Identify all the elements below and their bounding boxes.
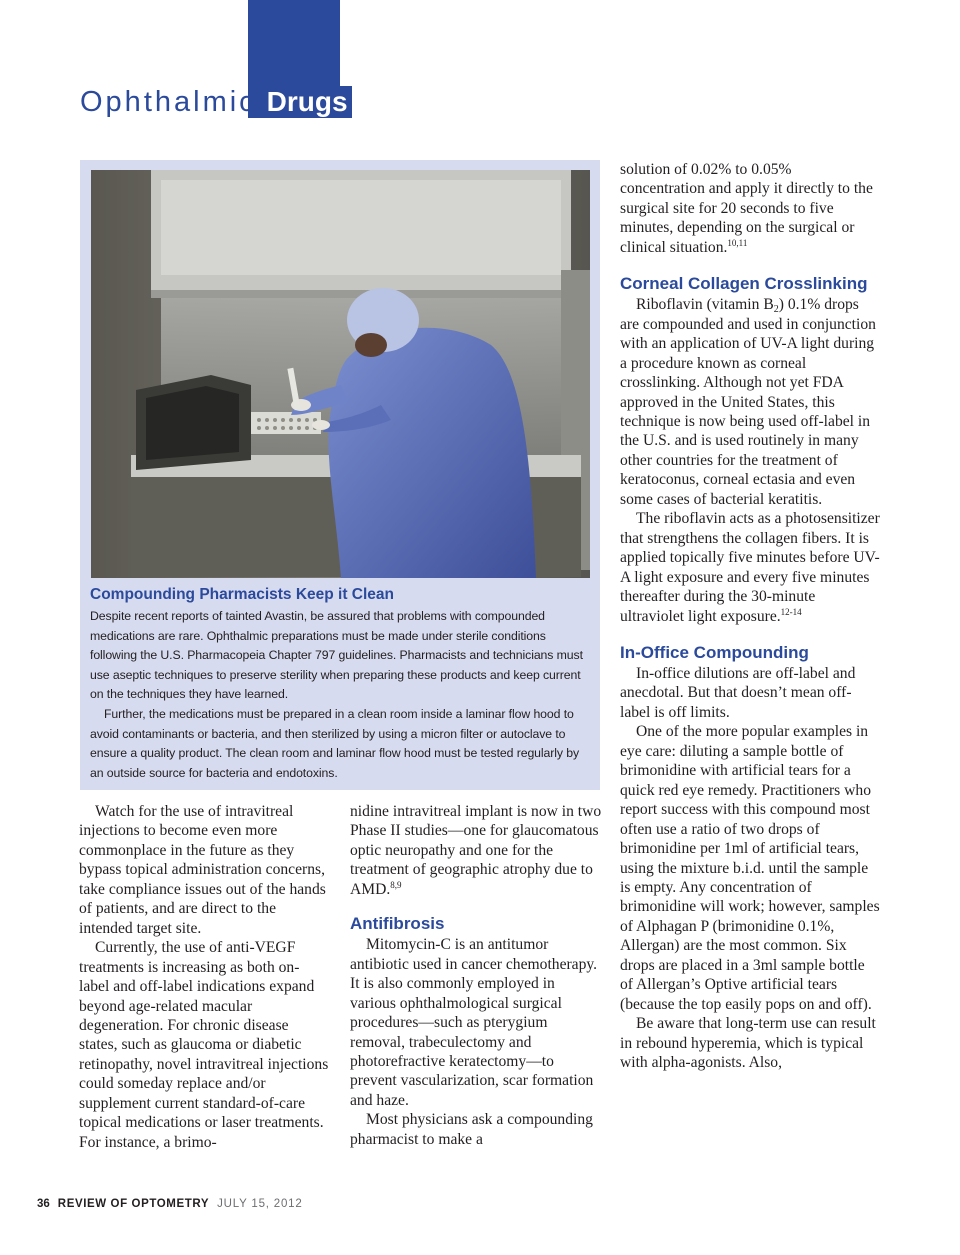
lab-photo — [91, 170, 590, 578]
body-paragraph: The riboflavin acts as a photosensitizer that strengthens the collagen fibers. It is applied topically five minutes before UV-A light exposure and every five minutes thereafter during the 30-minute ultraviolet light exposure.$^{12-14}$ — [620, 510, 880, 625]
column-3 — [620, 160, 880, 1072]
body-paragraph: nidine intravitreal implant is now in two Phase II studies—one for glaucomatous optic neuropathy and one for the treatment of geographic atrophy due to AMD.$^{8,9}$ — [350, 803, 602, 898]
sidebar-title: Compounding Pharmacists Keep it Clean — [90, 586, 395, 603]
sidebar-paragraph: Further, the medications must be prepared in a clean room inside a laminar flow hood to avoid contaminants or bacteria, and then sterilized by using a micron filter or autoclave to ensure a quality product. The clean room and laminar flow hood must be tested regularly by an outside source for bacteria and endotoxins. — [90, 706, 580, 780]
column-1 — [79, 802, 329, 1152]
reference-superscript: 10,11 — [727, 237, 748, 248]
section-header — [80, 84, 352, 118]
issue-date: JULY 15, 2012 — [217, 1198, 303, 1210]
column-2 — [350, 802, 602, 1149]
reference-superscript: 8,9 — [390, 879, 402, 890]
body-paragraph: Currently, the use of anti-VEGF treatments is increasing as both on-label and off-label indications expand beyond age-related macular degeneration. For chronic disease states, such as glaucoma or diabetic retinopathy, novel intravitreal injections could someday replace and/or supplement current standard-of-care topical medications or laser treatments. For instance, a brimo- — [79, 939, 329, 1151]
reference-superscript: 12-14 — [780, 606, 802, 617]
page-number: 36 — [37, 1198, 50, 1210]
section-title-light: Ophthalmic — [80, 86, 257, 118]
body-paragraph: Be aware that long-term use can result in rebound hyperemia, which is typical with alpha-agonists. Also, — [620, 1015, 876, 1072]
subhead-in-office-compounding: In-Office Compounding — [620, 642, 809, 662]
section-title-bold: Drugs — [263, 86, 352, 118]
body-paragraph: One of the more popular examples in eye care: diluting a sample bottle of brimonidine with artificial tears for a quick red eye remedy. Practitioners who report success with this compound most often use a ratio of two drops of brimonidine per 1ml of artificial tears, using the mixture b.i.d. until the sample is empty. Any concentration of brimonidine will work; however, samples of Alphagan P (brimonidine 0.1%, Allergan) are the most common. Six drops are placed in a 3ml sample bottle of Allergan’s Optive artificial tears (because the top easily pops on and off). — [620, 723, 880, 1013]
magazine-name: REVIEW OF OPTOMETRY — [57, 1198, 210, 1210]
body-paragraph: Watch for the use of intravitreal injections to become even more commonplace in the future as they bypass topical administration concerns, take compliance issues out of the hands of patients, and are direct to the intended target site. — [79, 803, 326, 937]
body-paragraph: Mitomycin-C is an antitumor antibiotic used in cancer chemotherapy. It is also commonly employed in various ophthalmological surgical procedures—such as pterygium removal, trabeculectomy and photorefractive keratectomy—to prevent vascularization, scar formation and haze. — [350, 936, 598, 1109]
page-footer — [37, 1198, 303, 1210]
sidebar-paragraph: Despite recent reports of tainted Avastin, be assured that problems with compounded medications are rare. Ophthalmic preparations must be made under sterile conditions following the U.S. Pharmacopeia Chapter 797 guidelines. Pharmacists and technicians must use aseptic techniques to preserve sterility when preparing these products and keep current on the techniques they have learned. — [90, 609, 583, 702]
body-paragraph: In-office dilutions are off-label and anecdotal. But that doesn’t mean off-label is off limits. — [620, 664, 856, 721]
subhead-corneal-crosslinking: Corneal Collagen Crosslinking — [620, 274, 868, 294]
body-paragraph: Riboflavin (vitamin $B_2$) 0.1% drops are compounded and used in conjunction with an application of UV-A light during a procedure known as corneal crosslinking. Although not yet FDA approved in the United States, this technique is now being used off-label in the U.S. and is used routinely in many other countries for the treatment of keratoconus, corneal ectasia and even some cases of bacterial keratitis. — [620, 296, 876, 508]
body-paragraph: solution of 0.02% to 0.05% concentration and apply it directly to the surgical site for 20 seconds to five minutes, depending on the surgical or clinical situation.$^{10,11}$ — [620, 161, 873, 256]
pharmacist-hood-illustration — [91, 170, 590, 578]
body-paragraph: Most physicians ask a compounding pharmacist to make a — [350, 1111, 593, 1148]
subhead-antifibrosis: Antifibrosis — [350, 914, 445, 934]
sidebar-body — [90, 607, 595, 783]
